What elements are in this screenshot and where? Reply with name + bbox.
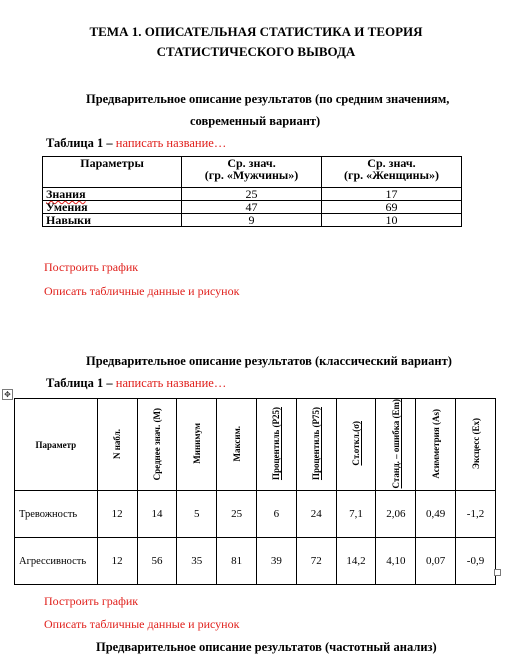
table-row [43,201,462,214]
header-p75 [296,399,336,491]
cell-sd: 7,1 [336,491,376,538]
header-parameters: Параметры [43,157,182,188]
section1-heading-line-1: Предварительное описание результатов (по средним значениям, [86,92,450,106]
cell-mean: 56 [137,538,177,585]
header-kurtosis [456,399,496,491]
cell-women: 69 [321,201,461,214]
cell-n: 12 [97,491,137,538]
header-n-text: N набл. [112,428,123,459]
section1-heading-line-2: современный вариант) [190,114,321,128]
header-n [97,399,137,491]
row-label: Умения [43,201,182,214]
cell-men: 9 [182,214,322,227]
header-p75-text: Процентиль (P75) [311,407,322,481]
header-men-line2: (гр. «Мужчины») [204,168,299,182]
section2-heading: Предварительное описание результатов (классический вариант) [86,354,452,368]
cell-skewness: 0,07 [416,538,456,585]
header-women-line1: Ср. знач. [367,156,416,170]
table1-caption-prefix: Таблица 1 – [46,136,116,150]
table-row [15,538,496,585]
table1-caption-placeholder[interactable]: написать название… [115,136,227,150]
cell-mean: 14 [137,491,177,538]
cell-p25: 6 [256,491,296,538]
header-men-line1: Ср. знач. [227,156,276,170]
cell-se: 4,10 [376,538,416,585]
table2-caption-placeholder[interactable]: написать название… [115,376,227,390]
header-min-text: Минимум [191,423,202,465]
header-mean [137,399,177,491]
header-sd-text: Ст.откл.(σ) [351,421,361,467]
build-chart-note-1[interactable]: Построить график [44,260,139,274]
row-label: Агрессивность [15,538,98,585]
table2-caption [46,376,226,391]
cell-women: 10 [321,214,461,227]
describe-data-note-1[interactable]: Описать табличные данные и рисунок [44,284,240,298]
stats-table-header-row [15,399,496,491]
header-min [177,399,217,491]
table-row [43,214,462,227]
table2-caption-prefix: Таблица 1 – [46,376,116,390]
row-label [43,188,182,201]
section3-heading: Предварительное описание результатов (частотный анализ) [96,640,437,654]
cell-se: 2,06 [376,491,416,538]
means-table [42,156,462,227]
cell-min: 5 [177,491,217,538]
header-women-line2: (гр. «Женщины») [344,168,439,182]
cell-n: 12 [97,538,137,585]
header-parameter: Параметр [15,399,98,491]
document-title-line-1: ТЕМА 1. ОПИСАТЕЛЬНАЯ СТАТИСТИКА И ТЕОРИЯ [89,24,423,39]
header-skewness [416,399,456,491]
row-label: Тревожность [15,491,98,538]
header-max-text: Максим. [231,425,242,462]
table-row [43,188,462,201]
header-skewness-text: Асимметрия (As) [430,408,441,479]
table-resize-handle[interactable] [494,569,501,576]
table-move-handle-icon[interactable]: ✥ [2,389,13,400]
describe-data-note-2[interactable]: Описать табличные данные и рисунок [44,617,240,631]
header-men [182,157,322,188]
header-p25 [256,399,296,491]
cell-p25: 39 [256,538,296,585]
means-table-header-row [43,157,462,188]
cell-kurtosis: -1,2 [456,491,496,538]
cell-kurtosis: -0,9 [456,538,496,585]
row-label: Навыки [43,214,182,227]
header-max [217,399,257,491]
cell-max: 25 [217,491,257,538]
document-title-line-2: СТАТИСТИЧЕСКОГО ВЫВОДА [156,44,356,59]
header-se-text: Станд. – ошибка (Еm) [390,399,401,489]
header-p25-text: Процентиль (P25) [271,407,282,481]
cell-men: 47 [182,201,322,214]
build-chart-note-2[interactable]: Построить график [44,594,139,608]
cell-max: 81 [217,538,257,585]
cell-men: 25 [182,188,322,201]
header-kurtosis-text: Эксцесс (Ex) [470,418,481,470]
header-se [376,399,416,491]
header-women [321,157,461,188]
cell-p75: 24 [296,491,336,538]
cell-min: 35 [177,538,217,585]
header-sd [336,399,376,491]
row-label-text: Знания [46,187,86,201]
cell-skewness: 0,49 [416,491,456,538]
header-mean-text: Среднее знач. (M) [151,407,162,480]
cell-women: 17 [321,188,461,201]
cell-sd: 14,2 [336,538,376,585]
table1-caption [46,136,226,151]
cell-p75: 72 [296,538,336,585]
table-row [15,491,496,538]
descriptive-stats-table [14,398,496,585]
